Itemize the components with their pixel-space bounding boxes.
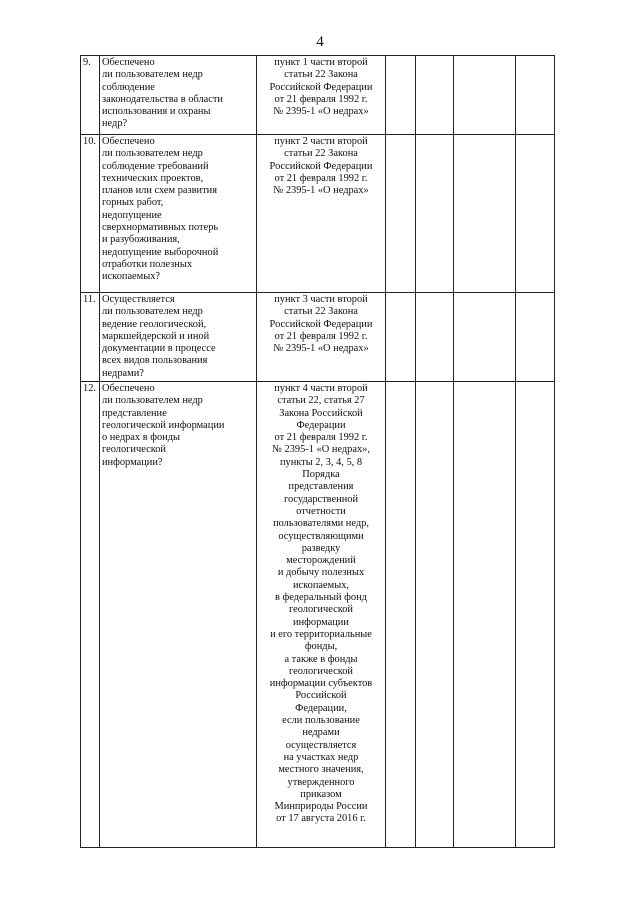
question-text-line: о недрах в фонды: [102, 432, 180, 444]
question-text-line: ли пользователем недр: [102, 306, 203, 318]
question-text-line: недопущение: [102, 209, 162, 221]
legal-reference-line: пункт 1 части второй: [274, 57, 368, 68]
legal-reference-line: и его территориальные: [270, 628, 372, 640]
legal-reference-line: Российской Федерации: [269, 318, 373, 330]
question-cell: [100, 56, 257, 135]
table-row: [81, 382, 555, 848]
question-text-line: всех видов пользования: [102, 355, 208, 367]
legal-reference-line: а также в фонды: [284, 653, 358, 665]
question-text-line: документации в процессе: [102, 343, 216, 355]
answer-yes-cell[interactable]: [386, 135, 416, 293]
row-number: 9.: [81, 56, 100, 135]
legal-reference-line: местного значения,: [278, 764, 364, 776]
legal-reference-line: от 21 февраля 1992 г.: [274, 432, 368, 444]
note-cell[interactable]: [516, 135, 555, 293]
table-row: [81, 293, 555, 382]
question-text-line: Обеспечено: [102, 136, 155, 147]
answer-na-cell[interactable]: [454, 56, 516, 135]
question-text-line: соблюдение: [102, 81, 155, 93]
legal-reference-cell: [257, 293, 386, 382]
answer-na-cell[interactable]: [454, 382, 516, 848]
legal-reference-line: месторождений: [286, 555, 356, 567]
legal-reference-line: Российской Федерации: [269, 160, 373, 172]
question-text-line: Осуществляется: [102, 294, 175, 305]
legal-reference-line: если пользование: [282, 715, 360, 727]
question-text-line: Обеспечено: [102, 383, 155, 394]
legal-reference-line: информации субъектов: [269, 678, 373, 690]
answer-no-cell[interactable]: [416, 382, 454, 848]
question-text-line: недр?: [102, 118, 128, 130]
question-text-line: использования и охраны: [102, 106, 211, 118]
question-cell: [100, 293, 257, 382]
question-text-line: ли пользователем недр: [102, 69, 203, 81]
legal-reference-line: государственной: [283, 493, 359, 505]
legal-reference-line: Закона Российской: [279, 407, 363, 419]
question-text-line: отработки полезных: [102, 258, 193, 270]
answer-no-cell[interactable]: [416, 293, 454, 382]
legal-reference-line: пункты 2, 3, 4, 5, 8: [279, 456, 363, 468]
legal-reference-line: представления: [288, 481, 354, 493]
table-body: [81, 56, 555, 848]
question-text-line: сверхнормативных потерь: [102, 222, 219, 234]
table-row: [81, 56, 555, 135]
legal-reference-line: Федерации: [296, 419, 346, 431]
legal-reference-cell: [257, 382, 386, 848]
legal-reference-line: от 21 февраля 1992 г.: [274, 172, 368, 184]
question-text-line: геологической: [102, 444, 166, 456]
note-cell[interactable]: [516, 56, 555, 135]
legal-reference-line: от 21 февраля 1992 г.: [274, 93, 368, 105]
question-cell: [100, 135, 257, 293]
table-row: [81, 135, 555, 293]
row-number: 12.: [81, 382, 100, 848]
answer-na-cell[interactable]: [454, 293, 516, 382]
row-number: 11.: [81, 293, 100, 382]
checklist-table: [80, 55, 555, 848]
question-text-line: ли пользователем недр: [102, 395, 203, 407]
legal-reference-line: пункт 2 части второй: [274, 136, 368, 147]
legal-reference-line: № 2395-1 «О недрах»,: [272, 444, 370, 456]
question-text-line: технических проектов,: [102, 172, 204, 184]
legal-reference-line: фонды,: [304, 641, 338, 653]
question-text-line: ли пользователем недр: [102, 148, 203, 160]
legal-reference-line: Российской: [295, 690, 347, 702]
legal-reference-line: № 2395-1 «О недрах»: [273, 343, 369, 355]
legal-reference-line: утвержденного: [287, 776, 355, 788]
question-text-line: информации?: [102, 456, 163, 468]
question-text-line: соблюдение требований: [102, 160, 209, 172]
question-text-line: Обеспечено: [102, 57, 155, 68]
legal-reference-line: Порядка: [302, 469, 340, 481]
legal-reference-line: № 2395-1 «О недрах»: [273, 185, 369, 197]
question-cell: [100, 382, 257, 848]
legal-reference-line: статьи 22 Закона: [284, 148, 358, 160]
question-text-line: маркшейдерской и иной: [102, 330, 210, 342]
legal-reference-line: от 21 февраля 1992 г.: [274, 330, 368, 342]
legal-reference-line: пункт 4 части второй: [274, 383, 368, 394]
legal-reference-line: Минприроды России: [274, 801, 368, 813]
question-text-line: геологической информации: [102, 419, 225, 431]
legal-reference-line: разведку: [301, 542, 341, 554]
legal-reference-line: осуществляющими: [278, 530, 364, 542]
legal-reference-line: информации: [293, 616, 349, 628]
answer-yes-cell[interactable]: [386, 56, 416, 135]
legal-reference-line: от 17 августа 2016 г.: [276, 813, 366, 825]
legal-reference-line: статьи 22 Закона: [284, 69, 358, 81]
question-text-line: представление: [102, 407, 167, 419]
note-cell[interactable]: [516, 293, 555, 382]
legal-reference-line: на участках недр: [283, 751, 359, 763]
legal-reference-line: геологической: [289, 665, 353, 677]
legal-reference-line: и добычу полезных: [277, 567, 365, 579]
legal-reference-cell: [257, 56, 386, 135]
legal-reference-cell: [257, 135, 386, 293]
answer-na-cell[interactable]: [454, 135, 516, 293]
question-text-line: и разубоживания,: [102, 234, 180, 246]
answer-yes-cell[interactable]: [386, 293, 416, 382]
answer-yes-cell[interactable]: [386, 382, 416, 848]
question-text-line: ископаемых?: [102, 271, 161, 283]
answer-no-cell[interactable]: [416, 56, 454, 135]
legal-reference-line: № 2395-1 «О недрах»: [273, 106, 369, 118]
legal-reference-line: пользователями недр,: [273, 518, 369, 530]
legal-reference-line: геологической: [289, 604, 353, 616]
row-number: 10.: [81, 135, 100, 293]
question-text-line: недопущение выборочной: [102, 246, 219, 258]
question-text-line: планов или схем развития: [102, 185, 217, 197]
legal-reference-line: приказом: [300, 788, 342, 800]
legal-reference-line: в федеральный фонд: [275, 592, 367, 604]
page-number: 4: [316, 34, 324, 50]
question-text-line: недрами?: [102, 367, 144, 379]
legal-reference-line: пункт 3 части второй: [274, 294, 368, 305]
question-text-line: ведение геологической,: [102, 318, 207, 330]
legal-reference-line: Российской Федерации: [269, 81, 373, 93]
question-text-line: горных работ,: [102, 197, 164, 209]
question-text-line: законодательства в области: [102, 93, 223, 105]
legal-reference-line: ископаемых,: [292, 579, 350, 591]
legal-reference-line: Федерации,: [295, 702, 347, 714]
legal-reference-line: статьи 22 Закона: [284, 306, 358, 318]
legal-reference-line: статьи 22, статья 27: [277, 395, 365, 407]
answer-no-cell[interactable]: [416, 135, 454, 293]
legal-reference-line: недрами: [302, 727, 340, 739]
legal-reference-line: осуществляется: [285, 739, 357, 751]
legal-reference-line: отчетности: [296, 505, 346, 517]
note-cell[interactable]: [516, 382, 555, 848]
